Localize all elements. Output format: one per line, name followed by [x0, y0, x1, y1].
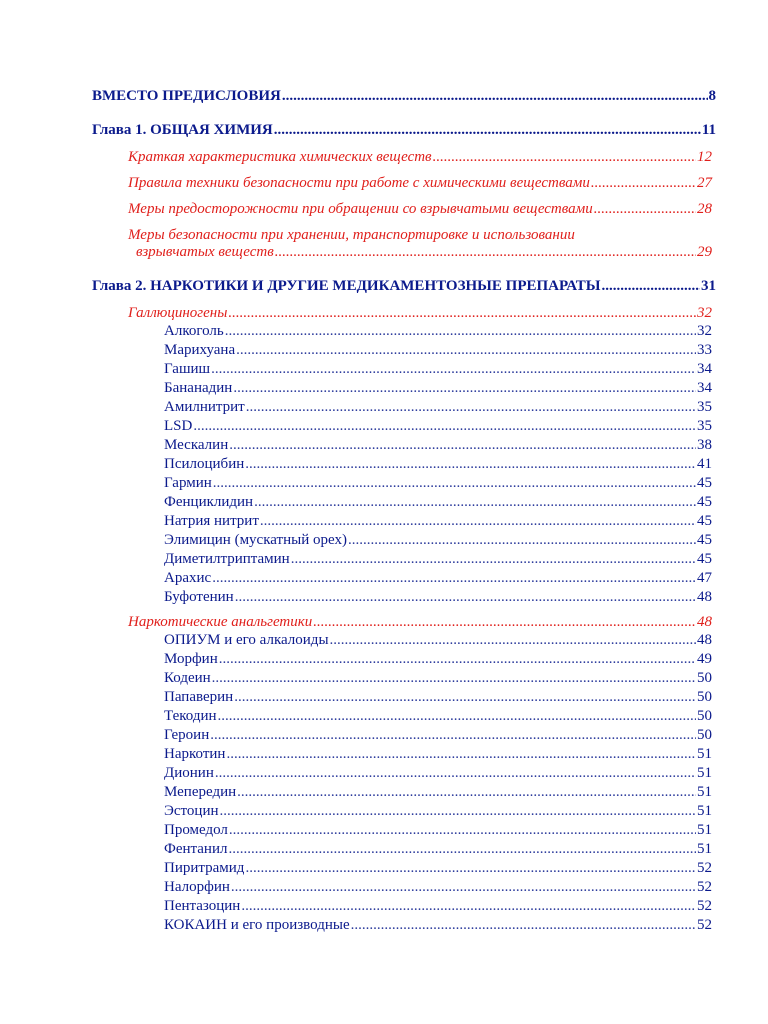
toc-entry-page: 35 [697, 399, 712, 415]
dot-leader [246, 399, 696, 416]
toc-entry-title: Галлюциногены [128, 305, 228, 321]
toc-entry-page: 32 [697, 323, 712, 339]
toc-entry-item[interactable] [164, 632, 712, 649]
toc-entry-title: Папаверин [164, 689, 234, 705]
toc-entry-title: Наркотин [164, 746, 226, 762]
dot-leader [229, 822, 696, 839]
dot-leader [237, 784, 696, 801]
toc-entry-item[interactable] [164, 879, 712, 896]
toc-entry-item[interactable] [164, 803, 712, 820]
toc-entry-title: Бананадин [164, 380, 233, 396]
dot-leader [245, 860, 696, 877]
toc-entry-title: Псилоцибин [164, 456, 245, 472]
toc-entry-title: Гармин [164, 475, 212, 491]
toc-entry-page: 31 [701, 278, 716, 294]
toc-entry-item[interactable] [164, 727, 712, 744]
toc-entry-item[interactable] [164, 746, 712, 763]
toc-entry-page: 48 [697, 614, 712, 630]
dot-leader [228, 305, 696, 322]
toc-entry-title: Алкоголь [164, 323, 224, 339]
dot-leader [218, 708, 696, 725]
dot-leader [231, 879, 696, 896]
toc-entry-section[interactable] [128, 614, 712, 631]
toc-entry-item[interactable] [164, 822, 712, 839]
dot-leader [245, 456, 696, 473]
toc-entry-page: 33 [697, 342, 712, 358]
toc-entry-page: 51 [697, 822, 712, 838]
dot-leader [219, 651, 696, 668]
toc-entry-page: 48 [697, 632, 712, 648]
dot-leader [225, 323, 696, 340]
dot-leader [228, 841, 696, 858]
toc-entry-page: 12 [697, 149, 712, 165]
toc-entry-page: 47 [697, 570, 712, 586]
toc-entry-page: 51 [697, 765, 712, 781]
toc-entry-item[interactable] [164, 570, 712, 587]
dot-leader [254, 494, 696, 511]
toc-entry-title: взрывчатых веществ [136, 244, 274, 260]
toc-entry-section[interactable] [128, 149, 712, 166]
dot-leader [213, 475, 696, 492]
toc-entry-item[interactable] [164, 651, 712, 668]
toc-entry-title: Морфин [164, 651, 218, 667]
toc-entry-title: Арахис [164, 570, 212, 586]
toc-entry-page: 50 [697, 689, 712, 705]
toc-entry-item[interactable] [164, 670, 712, 687]
dot-leader [274, 122, 701, 139]
dot-leader [220, 803, 697, 820]
toc-entry-chapter-1[interactable] [92, 122, 716, 139]
toc-entry-page: 52 [697, 860, 712, 876]
toc-entry-page: 29 [697, 244, 712, 260]
toc-entry-title: Пентазоцин [164, 898, 241, 914]
toc-entry-item[interactable] [164, 784, 712, 801]
toc-entry-page: 51 [697, 841, 712, 857]
dot-leader [351, 917, 696, 934]
toc-entry-page: 45 [697, 551, 712, 567]
toc-entry-title: Эстоцин [164, 803, 219, 819]
dot-leader [211, 361, 696, 378]
toc-entry-title: Мескалин [164, 437, 229, 453]
toc-entry-item[interactable] [164, 399, 712, 416]
toc-entry-section[interactable] [128, 305, 712, 322]
toc-entry-title: Кодеин [164, 670, 211, 686]
toc-entry-title: Натрия нитрит [164, 513, 259, 529]
toc-entry-page: 45 [697, 532, 712, 548]
toc-entry-item[interactable] [164, 898, 712, 915]
toc-entry-title: Диметилтриптамин [164, 551, 290, 567]
toc-entry-title: Текодин [164, 708, 217, 724]
toc-entry-section[interactable] [128, 175, 712, 192]
toc-entry-title: Правила техники безопасности при работе с химическими веществами [128, 175, 590, 191]
toc-entry-item[interactable] [164, 689, 712, 706]
toc-entry-page: 34 [697, 361, 712, 377]
dot-leader [330, 632, 696, 649]
toc-entry-item[interactable] [164, 841, 712, 858]
toc-entry-page: 52 [697, 917, 712, 933]
dot-leader [235, 589, 696, 606]
toc-entry-page: 8 [708, 88, 716, 104]
toc-entry-title: Элимицин (мускатный орех) [164, 532, 347, 548]
toc-entry-item[interactable] [164, 342, 712, 359]
toc-entry-title: Глава 1. ОБЩАЯ ХИМИЯ [92, 122, 273, 138]
toc-entry-page: 51 [697, 803, 712, 819]
dot-leader [348, 532, 696, 549]
toc-entry-title: Фентанил [164, 841, 228, 857]
toc-entry-item[interactable] [164, 860, 712, 877]
toc-entry-page: 50 [697, 670, 712, 686]
toc-entry-title: Глава 2. НАРКОТИКИ И ДРУГИЕ МЕДИКАМЕНТОЗНЫЕ ПРЕПАРАТЫ [92, 278, 601, 294]
toc-entry-page: 28 [697, 201, 712, 217]
toc-entry-page: 38 [697, 437, 712, 453]
toc-entry-section-line1: Меры безопасности при хранении, транспортировке и использовании [128, 227, 575, 243]
dot-leader [433, 149, 696, 166]
dot-leader [291, 551, 696, 568]
toc-entry-item[interactable] [164, 494, 712, 511]
toc-entry-title: Мепередин [164, 784, 237, 800]
toc-entry-page: 51 [697, 784, 712, 800]
toc-entry-page: 48 [697, 589, 712, 605]
toc-entry-item[interactable] [164, 708, 712, 725]
toc-entry-item[interactable] [164, 532, 712, 549]
dot-leader [233, 380, 696, 397]
toc-entry-item[interactable] [164, 551, 712, 568]
dot-leader [234, 689, 696, 706]
dot-leader [282, 88, 708, 105]
toc-entry-page: 51 [697, 746, 712, 762]
dot-leader [275, 244, 696, 261]
toc-entry-page: 35 [697, 418, 712, 434]
toc-entry-title: Налорфин [164, 879, 230, 895]
toc-entry-page: 45 [697, 494, 712, 510]
toc-entry-title: Дионин [164, 765, 214, 781]
toc-entry-item[interactable] [164, 513, 712, 530]
toc-entry-section[interactable] [128, 201, 712, 218]
toc-entry-page: 49 [697, 651, 712, 667]
toc-entry-title: Краткая характеристика химических веществ [128, 149, 432, 165]
toc-entry-item[interactable] [164, 437, 712, 454]
toc-entry-item[interactable] [164, 475, 712, 492]
dot-leader [591, 175, 696, 192]
toc-entry-title: ОПИУМ и его алкалоиды [164, 632, 329, 648]
toc-entry-page: 27 [697, 175, 712, 191]
toc-entry-title: Героин [164, 727, 210, 743]
toc-entry-page: 32 [697, 305, 712, 321]
dot-leader [226, 746, 696, 763]
toc-entry-title: Промедол [164, 822, 228, 838]
dot-leader [236, 342, 696, 359]
toc-entry-title: Фенциклидин [164, 494, 254, 510]
toc-entry-title: Амилнитрит [164, 399, 245, 415]
toc-entry-item[interactable] [164, 380, 712, 397]
toc-entry-title: ВМЕСТО ПРЕДИСЛОВИЯ [92, 88, 281, 104]
toc-entry-item[interactable] [164, 456, 712, 473]
toc-entry-title: КОКАИН и его производные [164, 917, 350, 933]
toc-entry-item[interactable] [164, 323, 712, 340]
toc-entry-section[interactable] [128, 244, 712, 261]
toc-entry-page: 11 [701, 122, 716, 138]
toc-entry-item[interactable] [164, 917, 712, 934]
toc-entry-title: Марихуана [164, 342, 236, 358]
toc-entry-page: 34 [697, 380, 712, 396]
toc-entry-page: 52 [697, 898, 712, 914]
dot-leader [594, 201, 696, 218]
toc-entry-title: Меры предосторожности при обращении со взрывчатыми веществами [128, 201, 593, 217]
toc-entry-page: 50 [697, 708, 712, 724]
toc-entry-page: 52 [697, 879, 712, 895]
toc-entry-page: 50 [697, 727, 712, 743]
dot-leader [241, 898, 696, 915]
dot-leader [210, 727, 696, 744]
toc-entry-title: Гашиш [164, 361, 211, 377]
dot-leader [212, 670, 696, 687]
toc-entry-item[interactable] [164, 418, 712, 435]
toc-entry-title: Наркотические анальгетики [128, 614, 313, 630]
dot-leader [313, 614, 696, 631]
dot-leader [260, 513, 696, 530]
toc-entry-chapter-2[interactable] [92, 278, 716, 295]
dot-leader [212, 570, 696, 587]
dot-leader [601, 278, 700, 295]
toc-entry-item[interactable] [164, 361, 712, 378]
toc-entry-page: 45 [697, 513, 712, 529]
toc-entry-title: Буфотенин [164, 589, 234, 605]
toc-entry-item[interactable] [164, 765, 712, 782]
toc-entry-title: Пиритрамид [164, 860, 245, 876]
toc-entry-title: LSD [164, 418, 193, 434]
dot-leader [193, 418, 696, 435]
toc-entry-page: 45 [697, 475, 712, 491]
toc-entry-item[interactable] [164, 589, 712, 606]
dot-leader [229, 437, 696, 454]
toc-entry-page: 41 [697, 456, 712, 472]
toc-entry-preface[interactable] [92, 88, 716, 105]
dot-leader [215, 765, 696, 782]
